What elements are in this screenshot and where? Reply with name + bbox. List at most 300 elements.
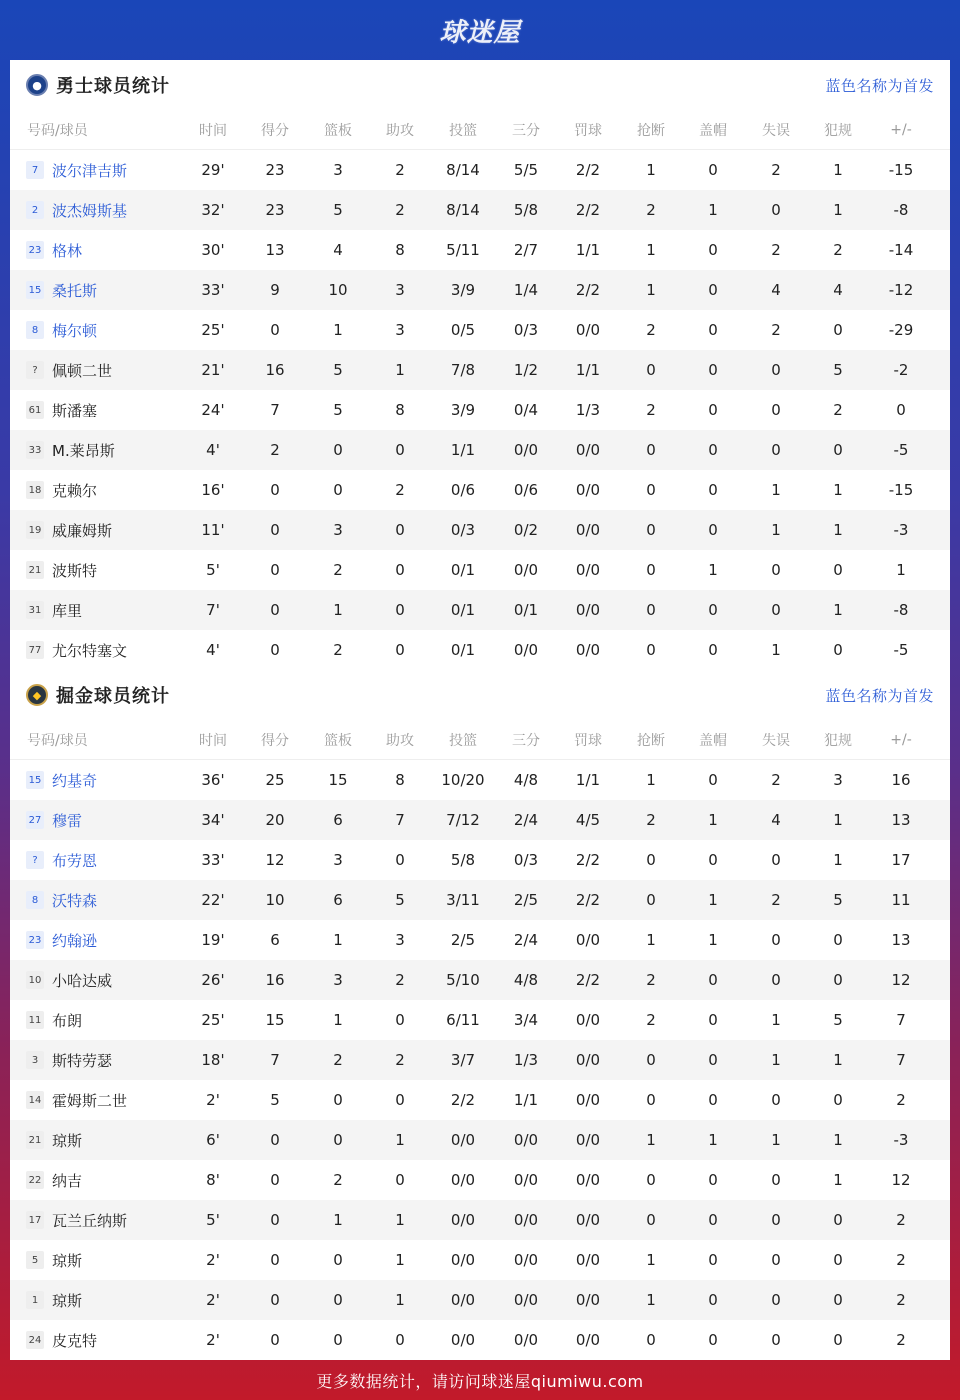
stat-cell: 0/0 bbox=[513, 441, 539, 459]
stat-cell: 5 bbox=[270, 1091, 280, 1109]
stat-cell: 0/0 bbox=[450, 1291, 476, 1309]
stat-cell: 2/2 bbox=[450, 1091, 476, 1109]
player-cell[interactable] bbox=[26, 810, 82, 831]
stat-cell: 0 bbox=[333, 1331, 343, 1349]
player-cell[interactable] bbox=[26, 320, 97, 341]
player-name-link[interactable]: 琼斯 bbox=[52, 1251, 83, 1270]
stat-cell: 1/1 bbox=[575, 241, 601, 259]
stat-cell: 0/0 bbox=[575, 1331, 601, 1349]
stat-cell: 0 bbox=[395, 521, 405, 539]
stat-cell: -8 bbox=[893, 201, 909, 219]
jersey-number-badge: 8 bbox=[26, 891, 44, 909]
stat-cell: 8 bbox=[395, 771, 405, 789]
stat-cell: 1/1 bbox=[513, 1091, 539, 1109]
stat-cell: 0 bbox=[708, 241, 718, 259]
stat-cell: 4' bbox=[206, 641, 220, 659]
footer-text: 更多数据统计，请访问球迷屋qiumiwu.com bbox=[316, 1371, 644, 1391]
stat-cell: -14 bbox=[888, 241, 914, 259]
player-name-link[interactable]: 沃特森 bbox=[52, 891, 98, 910]
player-name-link[interactable]: 尤尔特塞文 bbox=[52, 641, 128, 660]
player-cell[interactable] bbox=[26, 280, 97, 301]
column-header: +/- bbox=[890, 731, 912, 748]
stat-cell: 0/0 bbox=[575, 1291, 601, 1309]
table-row[interactable] bbox=[10, 1000, 950, 1040]
stat-cell: 0 bbox=[270, 1331, 280, 1349]
column-header: 失误 bbox=[762, 732, 790, 749]
stat-cell: 0 bbox=[708, 481, 718, 499]
footer bbox=[0, 1360, 960, 1400]
player-name-link[interactable]: 布朗 bbox=[52, 1011, 83, 1030]
column-header-player: 号码/球员 bbox=[27, 122, 88, 139]
stat-cell: 0 bbox=[708, 161, 718, 179]
stat-cell: 2/2 bbox=[575, 161, 601, 179]
stat-cell: 0/0 bbox=[450, 1251, 476, 1269]
stat-cell: 0/0 bbox=[513, 561, 539, 579]
stat-cell: 0/1 bbox=[450, 561, 476, 579]
player-cell[interactable] bbox=[26, 400, 97, 421]
stat-cell: 1 bbox=[708, 931, 718, 949]
stat-cell: 0 bbox=[395, 641, 405, 659]
player-name-link[interactable]: M.莱昂斯 bbox=[52, 441, 115, 460]
player-cell[interactable] bbox=[26, 440, 115, 461]
team-section-warriors bbox=[10, 60, 950, 670]
player-name-link[interactable]: 穆雷 bbox=[52, 811, 83, 830]
player-cell[interactable] bbox=[26, 1290, 82, 1311]
player-name-link[interactable]: 纳吉 bbox=[52, 1171, 83, 1190]
jersey-number-badge: 21 bbox=[26, 561, 44, 579]
player-name-link[interactable]: 波斯特 bbox=[52, 561, 98, 580]
stat-cell: 0 bbox=[708, 601, 718, 619]
stat-cell: 34' bbox=[201, 811, 225, 829]
stat-cell: 5 bbox=[333, 201, 343, 219]
player-cell[interactable] bbox=[26, 600, 82, 621]
stat-cell: 0 bbox=[395, 1091, 405, 1109]
stat-cell: 2 bbox=[896, 1211, 906, 1229]
stat-cell: 2/2 bbox=[575, 891, 601, 909]
stat-cell: 3 bbox=[333, 161, 343, 179]
stat-cell: 2 bbox=[833, 241, 843, 259]
player-name-link[interactable]: 皮克特 bbox=[52, 1331, 98, 1350]
stat-cell: 2/4 bbox=[513, 931, 539, 949]
table-row[interactable] bbox=[10, 1240, 950, 1280]
stat-cell: 2/5 bbox=[513, 891, 539, 909]
player-name-link[interactable]: 斯潘塞 bbox=[52, 401, 98, 420]
player-name-link[interactable]: 梅尔顿 bbox=[52, 321, 98, 340]
player-name-link[interactable]: 波尔津吉斯 bbox=[52, 161, 128, 180]
stat-cell: 5 bbox=[333, 401, 343, 419]
stat-cell: 0 bbox=[833, 441, 843, 459]
column-header: 失误 bbox=[762, 122, 790, 139]
stat-cell: 2 bbox=[646, 201, 656, 219]
stat-cell: 3 bbox=[395, 931, 405, 949]
stat-cell: 18' bbox=[201, 1051, 225, 1069]
stat-cell: 4/8 bbox=[513, 771, 539, 789]
stat-cell: 2 bbox=[771, 321, 781, 339]
stat-cell: 0 bbox=[270, 1291, 280, 1309]
stat-cell: 4 bbox=[771, 281, 781, 299]
player-cell[interactable] bbox=[26, 890, 97, 911]
player-cell[interactable] bbox=[26, 1250, 82, 1271]
player-cell[interactable] bbox=[26, 1210, 127, 1231]
stat-cell: 0 bbox=[333, 1091, 343, 1109]
player-cell[interactable] bbox=[26, 160, 127, 181]
stat-cell: 0/0 bbox=[575, 1251, 601, 1269]
stat-cell: 1 bbox=[333, 1211, 343, 1229]
nuggets-logo-icon: ◆ bbox=[26, 684, 48, 706]
jersey-number-badge: 24 bbox=[26, 1331, 44, 1349]
column-header: 投篮 bbox=[449, 732, 477, 749]
stat-cell: 1 bbox=[833, 521, 843, 539]
stat-cell: 12 bbox=[891, 971, 911, 989]
table-row[interactable] bbox=[10, 1040, 950, 1080]
stat-cell: 2 bbox=[896, 1291, 906, 1309]
stat-cell: 1 bbox=[708, 561, 718, 579]
stat-cell: 0/5 bbox=[450, 321, 476, 339]
stat-cell: 1 bbox=[333, 321, 343, 339]
stat-cell: 0 bbox=[646, 891, 656, 909]
jersey-number-badge: 10 bbox=[26, 971, 44, 989]
jersey-number-badge: ? bbox=[26, 851, 44, 869]
stat-cell: 1 bbox=[333, 601, 343, 619]
stat-cell: 2 bbox=[333, 641, 343, 659]
stat-cell: 0 bbox=[833, 931, 843, 949]
player-name-link[interactable]: 斯特劳瑟 bbox=[52, 1051, 113, 1070]
stat-cell: 0 bbox=[708, 771, 718, 789]
stat-cell: 2/2 bbox=[575, 201, 601, 219]
stat-cell: 25' bbox=[201, 1011, 225, 1029]
stat-cell: 1/4 bbox=[513, 281, 539, 299]
player-cell[interactable] bbox=[26, 480, 97, 501]
player-cell[interactable] bbox=[26, 770, 97, 791]
jersey-number-badge: 8 bbox=[26, 321, 44, 339]
stat-cell: 7 bbox=[896, 1011, 906, 1029]
player-name-link[interactable]: 约基奇 bbox=[52, 771, 98, 790]
player-cell[interactable] bbox=[26, 200, 127, 221]
table-row[interactable] bbox=[10, 880, 950, 920]
section-title-group bbox=[26, 682, 170, 708]
stat-cell: 7 bbox=[395, 811, 405, 829]
player-name-link[interactable]: 桑托斯 bbox=[52, 281, 98, 300]
stat-cell: 1/1 bbox=[575, 361, 601, 379]
stat-cell: 2 bbox=[771, 241, 781, 259]
stat-cell: 2 bbox=[333, 1171, 343, 1189]
stat-cell: 2 bbox=[395, 971, 405, 989]
stat-cell: 0 bbox=[395, 1011, 405, 1029]
stat-cell: 8' bbox=[206, 1171, 220, 1189]
stat-cell: 0 bbox=[771, 1251, 781, 1269]
stat-cell: 1 bbox=[896, 561, 906, 579]
player-cell[interactable] bbox=[26, 1130, 82, 1151]
stat-cell: 0/0 bbox=[575, 1051, 601, 1069]
stat-cell: 36' bbox=[201, 771, 225, 789]
stat-cell: 19' bbox=[201, 931, 225, 949]
table-row[interactable] bbox=[10, 510, 950, 550]
stat-cell: 1 bbox=[771, 641, 781, 659]
stat-cell: 9 bbox=[270, 281, 280, 299]
player-name-link[interactable]: 库里 bbox=[52, 601, 83, 620]
stat-cell: 5 bbox=[833, 361, 843, 379]
player-name-link[interactable]: 霍姆斯二世 bbox=[52, 1091, 128, 1110]
column-header: 抢断 bbox=[637, 732, 665, 749]
stat-cell: 0 bbox=[333, 481, 343, 499]
stat-cell: 17 bbox=[891, 851, 911, 869]
stat-cell: 5 bbox=[395, 891, 405, 909]
player-cell[interactable] bbox=[26, 360, 112, 381]
stat-cell: 0 bbox=[833, 1291, 843, 1309]
stat-cell: 3/9 bbox=[450, 281, 476, 299]
stat-cell: 0/0 bbox=[513, 641, 539, 659]
stat-cell: 0 bbox=[708, 1211, 718, 1229]
stat-cell: 0 bbox=[395, 561, 405, 579]
stat-cell: 23 bbox=[265, 161, 285, 179]
player-name-link[interactable]: 波杰姆斯基 bbox=[52, 201, 128, 220]
stat-cell: 1 bbox=[708, 1131, 718, 1149]
player-name-link[interactable]: 佩顿二世 bbox=[52, 361, 113, 380]
stat-cell: 0 bbox=[646, 1091, 656, 1109]
stat-cell: 7' bbox=[206, 601, 220, 619]
stat-cell: 6' bbox=[206, 1131, 220, 1149]
stat-cell: 0 bbox=[771, 561, 781, 579]
table-row[interactable] bbox=[10, 390, 950, 430]
stat-cell: 33' bbox=[201, 281, 225, 299]
table-row[interactable] bbox=[10, 1120, 950, 1160]
table-row[interactable] bbox=[10, 270, 950, 310]
column-header: 助攻 bbox=[386, 122, 414, 139]
stat-cell: 32' bbox=[201, 201, 225, 219]
stat-cell: 0 bbox=[646, 641, 656, 659]
stat-cell: 2 bbox=[771, 891, 781, 909]
stat-cell: 0 bbox=[771, 1091, 781, 1109]
stat-cell: 2' bbox=[206, 1331, 220, 1349]
table-row[interactable] bbox=[10, 800, 950, 840]
table-row[interactable] bbox=[10, 760, 950, 800]
table-row[interactable] bbox=[10, 1160, 950, 1200]
table-row[interactable] bbox=[10, 350, 950, 390]
stat-cell: 0 bbox=[646, 851, 656, 869]
player-cell[interactable] bbox=[26, 1090, 127, 1111]
stat-cell: 23 bbox=[265, 201, 285, 219]
stat-cell: 0 bbox=[708, 1051, 718, 1069]
stat-cell: 15 bbox=[265, 1011, 285, 1029]
stat-cell: 0 bbox=[708, 1251, 718, 1269]
player-cell[interactable] bbox=[26, 970, 112, 991]
stat-cell: 2 bbox=[646, 1011, 656, 1029]
table-row[interactable] bbox=[10, 430, 950, 470]
stat-cell: 2 bbox=[896, 1331, 906, 1349]
stat-cell: 0 bbox=[833, 321, 843, 339]
stat-cell: 0/0 bbox=[575, 931, 601, 949]
stat-cell: 1 bbox=[771, 481, 781, 499]
stat-cell: 1 bbox=[771, 521, 781, 539]
stat-cell: 0 bbox=[771, 201, 781, 219]
column-header: 篮板 bbox=[324, 122, 352, 139]
player-cell[interactable] bbox=[26, 1050, 112, 1071]
stat-cell: 1/3 bbox=[575, 401, 601, 419]
player-cell[interactable] bbox=[26, 520, 112, 541]
stat-cell: 3 bbox=[333, 521, 343, 539]
player-cell[interactable] bbox=[26, 1330, 97, 1351]
table-row[interactable] bbox=[10, 1320, 950, 1360]
table-row[interactable] bbox=[10, 190, 950, 230]
player-name-link[interactable]: 琼斯 bbox=[52, 1131, 83, 1150]
table-row[interactable] bbox=[10, 1080, 950, 1120]
stat-cell: 16 bbox=[891, 771, 911, 789]
stat-cell: -12 bbox=[888, 281, 914, 299]
stat-cell: 1 bbox=[833, 1131, 843, 1149]
stat-cell: 4' bbox=[206, 441, 220, 459]
stat-cell: 0 bbox=[646, 361, 656, 379]
stat-cell: 0/1 bbox=[450, 641, 476, 659]
column-header: 罚球 bbox=[574, 122, 602, 139]
stat-cell: 5 bbox=[833, 1011, 843, 1029]
stat-cell: 1 bbox=[771, 1131, 781, 1149]
stat-cell: 0/0 bbox=[513, 1131, 539, 1149]
stat-cell: 0/0 bbox=[513, 1251, 539, 1269]
stat-cell: 21' bbox=[201, 361, 225, 379]
stat-cell: 1/1 bbox=[450, 441, 476, 459]
jersey-number-badge: 23 bbox=[26, 241, 44, 259]
player-name-link[interactable]: 小哈达威 bbox=[52, 971, 113, 990]
column-header: 盖帽 bbox=[699, 122, 727, 139]
stat-cell: 0/2 bbox=[513, 521, 539, 539]
player-name-link[interactable]: 克赖尔 bbox=[52, 481, 98, 500]
stat-cell: 0 bbox=[708, 851, 718, 869]
player-cell[interactable] bbox=[26, 1170, 82, 1191]
column-header: 犯规 bbox=[824, 122, 852, 139]
table-row[interactable] bbox=[10, 150, 950, 190]
stat-cell: 0 bbox=[333, 1251, 343, 1269]
table-row[interactable] bbox=[10, 310, 950, 350]
stat-cell: 6/11 bbox=[446, 1011, 480, 1029]
stat-cell: 0 bbox=[270, 601, 280, 619]
player-name-link[interactable]: 琼斯 bbox=[52, 1291, 83, 1310]
player-name-link[interactable]: 布劳恩 bbox=[52, 851, 98, 870]
stat-cell: 0/0 bbox=[575, 481, 601, 499]
column-header: 盖帽 bbox=[699, 732, 727, 749]
jersey-number-badge: 15 bbox=[26, 771, 44, 789]
stat-cell: 33' bbox=[201, 851, 225, 869]
jersey-number-badge: ? bbox=[26, 361, 44, 379]
table-row[interactable] bbox=[10, 230, 950, 270]
column-header: 篮板 bbox=[324, 732, 352, 749]
section-header bbox=[10, 60, 950, 110]
table-row[interactable] bbox=[10, 470, 950, 510]
player-name-link[interactable]: 瓦兰丘纳斯 bbox=[52, 1211, 128, 1230]
table-row[interactable] bbox=[10, 1280, 950, 1320]
stat-cell: 2' bbox=[206, 1251, 220, 1269]
stat-cell: 0/6 bbox=[450, 481, 476, 499]
column-header: 时间 bbox=[199, 732, 227, 749]
table-row[interactable] bbox=[10, 840, 950, 880]
stat-cell: 5/10 bbox=[446, 971, 480, 989]
jersey-number-badge: 1 bbox=[26, 1291, 44, 1309]
stat-cell: 0/0 bbox=[575, 1091, 601, 1109]
player-name-link[interactable]: 格林 bbox=[52, 241, 83, 260]
stat-cell: 5 bbox=[833, 891, 843, 909]
starter-legend-note: 蓝色名称为首发 bbox=[825, 76, 934, 95]
stat-cell: 13 bbox=[891, 811, 911, 829]
stat-cell: 2 bbox=[896, 1251, 906, 1269]
stat-cell: 3/4 bbox=[513, 1011, 539, 1029]
table-row[interactable] bbox=[10, 630, 950, 670]
stat-cell: 1/2 bbox=[513, 361, 539, 379]
stat-cell: 0/6 bbox=[513, 481, 539, 499]
stat-cell: 0 bbox=[708, 401, 718, 419]
starter-legend-note: 蓝色名称为首发 bbox=[825, 686, 934, 705]
stat-cell: 1 bbox=[833, 811, 843, 829]
player-cell[interactable] bbox=[26, 850, 97, 871]
stat-cell: 0/3 bbox=[450, 521, 476, 539]
stat-cell: 0/1 bbox=[513, 601, 539, 619]
stat-cell: 0 bbox=[270, 521, 280, 539]
section-header bbox=[10, 670, 950, 720]
stat-cell: 7 bbox=[896, 1051, 906, 1069]
stat-cell: 0 bbox=[708, 361, 718, 379]
stat-cell: 2' bbox=[206, 1291, 220, 1309]
stat-cell: 2 bbox=[395, 481, 405, 499]
table-row[interactable] bbox=[10, 920, 950, 960]
stat-cell: 3/11 bbox=[446, 891, 480, 909]
stat-cell: 29' bbox=[201, 161, 225, 179]
section-title-group bbox=[26, 72, 170, 98]
column-header: 得分 bbox=[261, 122, 289, 139]
stat-cell: 5/5 bbox=[513, 161, 539, 179]
stat-cell: 0 bbox=[708, 641, 718, 659]
stat-cell: 1 bbox=[646, 1131, 656, 1149]
stat-cell: 0 bbox=[333, 1131, 343, 1149]
jersey-number-badge: 61 bbox=[26, 401, 44, 419]
player-name-link[interactable]: 威廉姆斯 bbox=[52, 521, 113, 540]
stat-cell: 5' bbox=[206, 561, 220, 579]
stat-cell: 2/4 bbox=[513, 811, 539, 829]
stat-cell: 13 bbox=[265, 241, 285, 259]
table-row[interactable] bbox=[10, 550, 950, 590]
player-cell[interactable] bbox=[26, 1010, 82, 1031]
stat-cell: 0/4 bbox=[513, 401, 539, 419]
column-header: +/- bbox=[890, 121, 912, 138]
player-cell[interactable] bbox=[26, 240, 82, 261]
stat-cell: 26' bbox=[201, 971, 225, 989]
stat-cell: 0 bbox=[708, 971, 718, 989]
table-row[interactable] bbox=[10, 960, 950, 1000]
player-cell[interactable] bbox=[26, 930, 97, 951]
stat-cell: 6 bbox=[333, 891, 343, 909]
stat-cell: 13 bbox=[891, 931, 911, 949]
stat-cell: 10 bbox=[328, 281, 348, 299]
stat-cell: 0 bbox=[646, 441, 656, 459]
player-cell[interactable] bbox=[26, 640, 127, 661]
stat-cell: 1 bbox=[646, 1291, 656, 1309]
table-row[interactable] bbox=[10, 1200, 950, 1240]
jersey-number-badge: 7 bbox=[26, 161, 44, 179]
stat-cell: -8 bbox=[893, 601, 909, 619]
table-row[interactable] bbox=[10, 590, 950, 630]
player-cell[interactable] bbox=[26, 560, 97, 581]
player-name-link[interactable]: 约翰逊 bbox=[52, 931, 98, 950]
stat-cell: 0 bbox=[646, 1051, 656, 1069]
stat-cell: 10/20 bbox=[441, 771, 485, 789]
jersey-number-badge: 22 bbox=[26, 1171, 44, 1189]
stat-cell: 0 bbox=[646, 1331, 656, 1349]
stat-cell: 0 bbox=[708, 1011, 718, 1029]
table-header-row bbox=[10, 110, 950, 150]
stat-cell: 2 bbox=[833, 401, 843, 419]
stat-cell: 0/1 bbox=[450, 601, 476, 619]
stat-cell: 20 bbox=[265, 811, 285, 829]
stat-cell: 3 bbox=[395, 321, 405, 339]
stat-cell: 0 bbox=[646, 561, 656, 579]
stat-cell: 1 bbox=[395, 1291, 405, 1309]
